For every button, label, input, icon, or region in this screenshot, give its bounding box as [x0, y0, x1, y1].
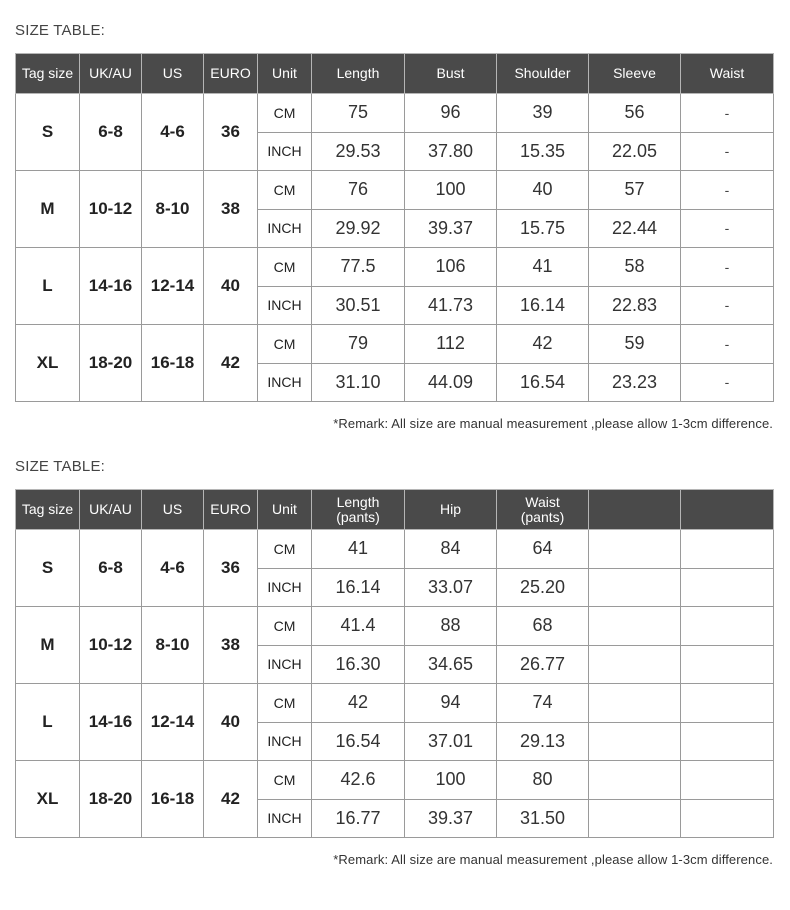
us-cell: 12-14 — [142, 248, 204, 325]
uk-au-cell: 18-20 — [80, 761, 142, 838]
measurement-cell — [589, 722, 681, 761]
measurement-cell: 64 — [497, 530, 589, 569]
unit-cell: CM — [258, 248, 312, 287]
measurement-cell: - — [681, 363, 774, 402]
measurement-cell: 22.05 — [589, 132, 681, 171]
section-title: SIZE TABLE: — [15, 458, 106, 475]
measurement-cell: 112 — [405, 325, 497, 364]
measurement-cell: 75 — [312, 94, 405, 133]
uk-au-cell: 18-20 — [80, 325, 142, 402]
measurement-cell: 23.23 — [589, 363, 681, 402]
measurement-cell: 39 — [497, 94, 589, 133]
measurement-cell: 56 — [589, 94, 681, 133]
measurement-cell: 88 — [405, 607, 497, 646]
us-cell: 16-18 — [142, 325, 204, 402]
measurement-cell: 100 — [405, 761, 497, 800]
unit-cell: INCH — [258, 363, 312, 402]
measurement-cell: 15.35 — [497, 132, 589, 171]
remark-note: *Remark: All size are manual measurement ,please allow 1-3cm difference. — [333, 416, 773, 431]
measurement-cell: 15.75 — [497, 209, 589, 248]
unit-cell: INCH — [258, 799, 312, 838]
header-unit: Unit — [258, 54, 312, 94]
header-us: US — [142, 490, 204, 530]
unit-cell: INCH — [258, 568, 312, 607]
measurement-cell: 68 — [497, 607, 589, 646]
size-table-top — [15, 53, 774, 402]
measurement-cell: 16.14 — [312, 568, 405, 607]
unit-cell: INCH — [258, 132, 312, 171]
header-tag-size: Tag size — [16, 54, 80, 94]
measurement-cell — [681, 684, 774, 723]
measurement-cell — [589, 607, 681, 646]
measurement-cell: 41 — [497, 248, 589, 287]
uk-au-cell: 10-12 — [80, 607, 142, 684]
header-bust: Bust — [405, 54, 497, 94]
us-cell: 16-18 — [142, 761, 204, 838]
uk-au-cell: 6-8 — [80, 530, 142, 607]
table-row — [16, 761, 774, 800]
measurement-cell: 80 — [497, 761, 589, 800]
table-row — [16, 248, 774, 287]
measurement-cell: 37.80 — [405, 132, 497, 171]
measurement-cell: 29.53 — [312, 132, 405, 171]
tag-size-cell: S — [16, 530, 80, 607]
unit-cell: INCH — [258, 722, 312, 761]
measurement-cell: 30.51 — [312, 286, 405, 325]
measurement-cell: 31.50 — [497, 799, 589, 838]
measurement-cell — [589, 761, 681, 800]
measurement-cell: - — [681, 132, 774, 171]
us-cell: 8-10 — [142, 607, 204, 684]
measurement-cell: 16.30 — [312, 645, 405, 684]
measurement-cell — [589, 799, 681, 838]
measurement-cell: 42.6 — [312, 761, 405, 800]
unit-cell: INCH — [258, 209, 312, 248]
measurement-cell: 106 — [405, 248, 497, 287]
header-uk-au: UK/AU — [80, 54, 142, 94]
measurement-cell — [681, 607, 774, 646]
table-row — [16, 530, 774, 569]
uk-au-cell: 14-16 — [80, 684, 142, 761]
tag-size-cell: L — [16, 248, 80, 325]
measurement-cell: 100 — [405, 171, 497, 210]
table-header-row — [16, 490, 774, 530]
table-header-row — [16, 54, 774, 94]
unit-cell: CM — [258, 607, 312, 646]
header-waist: Waist — [681, 54, 774, 94]
measurement-cell — [681, 722, 774, 761]
header-tag-size: Tag size — [16, 490, 80, 530]
measurement-cell: 41.73 — [405, 286, 497, 325]
uk-au-cell: 14-16 — [80, 248, 142, 325]
measurement-cell: - — [681, 171, 774, 210]
measurement-cell: 96 — [405, 94, 497, 133]
measurement-cell: 34.65 — [405, 645, 497, 684]
measurement-cell: 84 — [405, 530, 497, 569]
unit-cell: CM — [258, 761, 312, 800]
measurement-cell: 58 — [589, 248, 681, 287]
header-uk-au: UK/AU — [80, 490, 142, 530]
measurement-cell — [681, 761, 774, 800]
measurement-cell: 74 — [497, 684, 589, 723]
measurement-cell: - — [681, 209, 774, 248]
uk-au-cell: 10-12 — [80, 171, 142, 248]
unit-cell: INCH — [258, 645, 312, 684]
tag-size-cell: XL — [16, 325, 80, 402]
measurement-cell: 26.77 — [497, 645, 589, 684]
euro-cell: 42 — [204, 325, 258, 402]
unit-cell: CM — [258, 325, 312, 364]
tag-size-cell: XL — [16, 761, 80, 838]
uk-au-cell: 6-8 — [80, 94, 142, 171]
header-sleeve: Sleeve — [589, 54, 681, 94]
measurement-cell: 22.44 — [589, 209, 681, 248]
header-hip: Hip — [405, 490, 497, 530]
unit-cell: CM — [258, 684, 312, 723]
header-length: Length — [312, 54, 405, 94]
measurement-cell: 22.83 — [589, 286, 681, 325]
table-row — [16, 607, 774, 646]
measurement-cell: 77.5 — [312, 248, 405, 287]
euro-cell: 36 — [204, 530, 258, 607]
us-cell: 4-6 — [142, 94, 204, 171]
header-length-pants: Length (pants) — [312, 490, 405, 530]
tag-size-cell: L — [16, 684, 80, 761]
section-title: SIZE TABLE: — [15, 22, 106, 39]
measurement-cell: 42 — [312, 684, 405, 723]
tag-size-cell: M — [16, 171, 80, 248]
euro-cell: 40 — [204, 684, 258, 761]
measurement-cell: 16.77 — [312, 799, 405, 838]
measurement-cell: 16.54 — [497, 363, 589, 402]
measurement-cell — [681, 568, 774, 607]
euro-cell: 38 — [204, 171, 258, 248]
measurement-cell: - — [681, 94, 774, 133]
measurement-cell — [681, 645, 774, 684]
remark-note: *Remark: All size are manual measurement ,please allow 1-3cm difference. — [333, 852, 773, 867]
measurement-cell — [589, 645, 681, 684]
measurement-cell: 79 — [312, 325, 405, 364]
measurement-cell: - — [681, 248, 774, 287]
unit-cell: INCH — [258, 286, 312, 325]
tag-size-cell: S — [16, 94, 80, 171]
header-euro: EURO — [204, 54, 258, 94]
header-euro: EURO — [204, 490, 258, 530]
unit-cell: CM — [258, 530, 312, 569]
size-table-bottom — [15, 489, 774, 838]
table-row — [16, 325, 774, 364]
header-waist-pants: Waist (pants) — [497, 490, 589, 530]
measurement-cell: - — [681, 325, 774, 364]
euro-cell: 42 — [204, 761, 258, 838]
measurement-cell: 57 — [589, 171, 681, 210]
measurement-cell: 94 — [405, 684, 497, 723]
measurement-cell: 37.01 — [405, 722, 497, 761]
euro-cell: 36 — [204, 94, 258, 171]
euro-cell: 40 — [204, 248, 258, 325]
measurement-cell: 33.07 — [405, 568, 497, 607]
measurement-cell: 44.09 — [405, 363, 497, 402]
euro-cell: 38 — [204, 607, 258, 684]
header-us: US — [142, 54, 204, 94]
measurement-cell — [589, 568, 681, 607]
measurement-cell — [589, 684, 681, 723]
measurement-cell: 31.10 — [312, 363, 405, 402]
measurement-cell: 16.54 — [312, 722, 405, 761]
measurement-cell — [681, 799, 774, 838]
tag-size-cell: M — [16, 607, 80, 684]
measurement-cell — [589, 530, 681, 569]
measurement-cell: 41 — [312, 530, 405, 569]
measurement-cell: 59 — [589, 325, 681, 364]
table-row — [16, 171, 774, 210]
measurement-cell: 42 — [497, 325, 589, 364]
measurement-cell — [681, 530, 774, 569]
measurement-cell: 40 — [497, 171, 589, 210]
table-row — [16, 94, 774, 133]
header-unit: Unit — [258, 490, 312, 530]
measurement-cell: 39.37 — [405, 209, 497, 248]
unit-cell: CM — [258, 171, 312, 210]
us-cell: 8-10 — [142, 171, 204, 248]
measurement-cell: 76 — [312, 171, 405, 210]
header-empty — [681, 490, 774, 530]
us-cell: 12-14 — [142, 684, 204, 761]
measurement-cell: - — [681, 286, 774, 325]
measurement-cell: 39.37 — [405, 799, 497, 838]
measurement-cell: 41.4 — [312, 607, 405, 646]
measurement-cell: 29.13 — [497, 722, 589, 761]
unit-cell: CM — [258, 94, 312, 133]
header-empty — [589, 490, 681, 530]
table-row — [16, 684, 774, 723]
header-shoulder: Shoulder — [497, 54, 589, 94]
measurement-cell: 16.14 — [497, 286, 589, 325]
measurement-cell: 25.20 — [497, 568, 589, 607]
us-cell: 4-6 — [142, 530, 204, 607]
measurement-cell: 29.92 — [312, 209, 405, 248]
